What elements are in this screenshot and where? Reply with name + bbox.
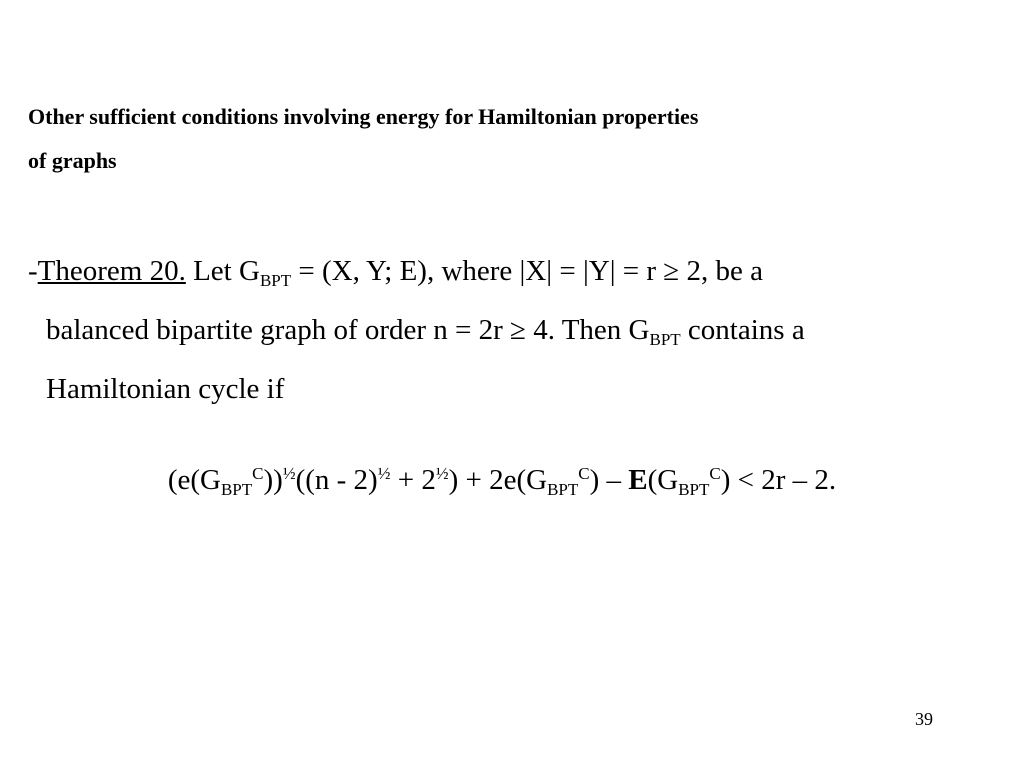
formula-subscript: BPT: [547, 480, 579, 499]
formula-superscript: C: [578, 464, 590, 483]
page-number: 39: [915, 709, 933, 729]
theorem-text-2a: balanced bipartite graph of order n = 2r ≥ 4. Then G: [46, 314, 650, 346]
theorem-line-2: [28, 301, 1008, 360]
subscript-bpt: BPT: [259, 271, 292, 290]
formula-part: (e(G: [167, 464, 221, 496]
formula-superscript: C: [252, 464, 264, 483]
formula-part: ((n - 2): [295, 464, 378, 496]
formula-exponent-half: ½: [282, 464, 296, 483]
formula-subscript: BPT: [678, 480, 710, 499]
formula-part: (G: [647, 464, 679, 496]
formula-energy-symbol: E: [628, 464, 648, 496]
theorem-line-1: [28, 242, 1008, 301]
formula-superscript: C: [709, 464, 721, 483]
formula-part: ) + 2e(G: [448, 464, 548, 496]
heading-line-2: of graphs: [28, 148, 117, 173]
bullet-dash: -: [28, 255, 38, 287]
theorem-text-1b: = (X, Y; E), where |X| = |Y| = r ≥ 2, be a: [291, 255, 763, 287]
formula-part: ) –: [589, 464, 629, 496]
theorem-statement: [28, 242, 1008, 419]
theorem-line-3: Hamiltonian cycle if: [46, 373, 285, 405]
formula-exponent-half: ½: [435, 464, 449, 483]
formula-part: ) < 2r – 2.: [720, 464, 837, 496]
theorem-label: Theorem 20.: [37, 255, 186, 287]
formula-part: )): [263, 464, 283, 496]
subscript-bpt: BPT: [649, 330, 681, 349]
heading-line-1: Other sufficient conditions involving energy for Hamiltonian properties: [28, 104, 699, 129]
theorem-formula: [0, 458, 1004, 502]
theorem-text-1a: Let G: [185, 255, 260, 287]
theorem-text-2b: contains a: [680, 314, 805, 346]
formula-part: + 2: [390, 464, 436, 496]
formula-subscript: BPT: [220, 480, 253, 499]
slide-heading: [28, 95, 988, 183]
formula-exponent-half: ½: [377, 464, 391, 483]
